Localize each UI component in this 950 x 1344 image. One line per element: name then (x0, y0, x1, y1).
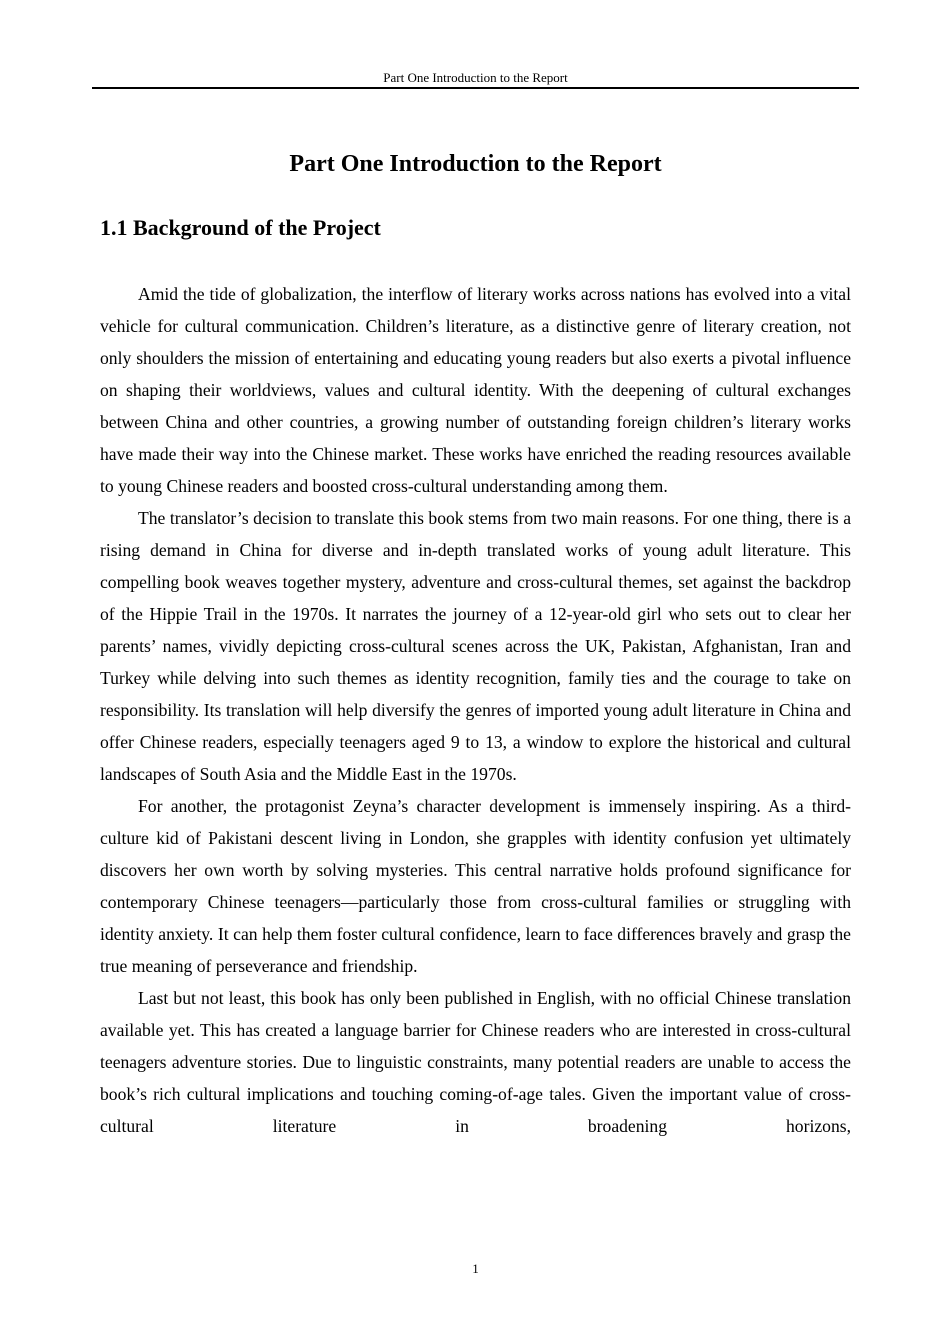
part-title: Part One Introduction to the Report (289, 151, 662, 177)
paragraph: The translator’s decision to translate this book stems from two main reasons. For one thing, there is a rising demand in China for diverse and in-depth translated works of young adult literature. This compelling book weaves together mystery, adventure and cross-cultural themes, set against the backdrop of the Hippie Trail in the 1970s. It narrates the journey of a 12-year-old girl who sets out to clear her parents’ names, vividly depicting cross-cultural scenes across the UK, Pakistan, Afghanistan, Iran and Turkey while delving into such themes as identity recognition, family ties and the courage to take on responsibility. Its translation will help diversify the genres of imported young adult literature in China and offer Chinese readers, especially teenagers aged 9 to 13, a window to explore the historical and cultural landscapes of South Asia and the Middle East in the 1970s. (100, 508, 851, 784)
header-rule (92, 87, 859, 89)
paragraph: Amid the tide of globalization, the interflow of literary works across nations has evolved into a vital vehicle for cultural communication. Children’s literature, as a distinctive genre of literary creation, not only shoulders the mission of entertaining and educating young readers but also exerts a pivotal influence on shaping their worldviews, values and cultural identity. With the deepening of cultural exchanges between China and other countries, a growing number of outstanding foreign children’s literary works have made their way into the Chinese market. These works have enriched the reading resources available to young Chinese readers and boosted cross-cultural understanding among them. (100, 284, 851, 496)
page-number: 1 (472, 1261, 479, 1276)
section-heading: 1.1 Background of the Project (100, 215, 381, 240)
paragraph: For another, the protagonist Zeyna’s character development is immensely inspiring. As a third-culture kid of Pakistani descent living in London, she grapples with identity confusion yet ultimately discovers her own worth by solving mysteries. This central narrative holds profound significance for contemporary Chinese teenagers—particularly those from cross-cultural families or struggling with identity anxiety. It can help them foster cultural confidence, learn to face differences bravely and grasp the true meaning of perseverance and friendship. (100, 796, 851, 976)
body-text (100, 278, 851, 1142)
paragraph: Last but not least, this book has only been published in English, with no official Chinese translation available yet. This has created a language barrier for Chinese readers who are interested in cross-cultural teenagers adventure stories. Due to linguistic constraints, many potential readers are unable to access the book’s rich cultural implications and touching coming-of-age tales. Given the important value of cross-cultural literature in broadening horizons, (100, 988, 851, 1136)
running-header: Part One Introduction to the Report (383, 70, 568, 85)
